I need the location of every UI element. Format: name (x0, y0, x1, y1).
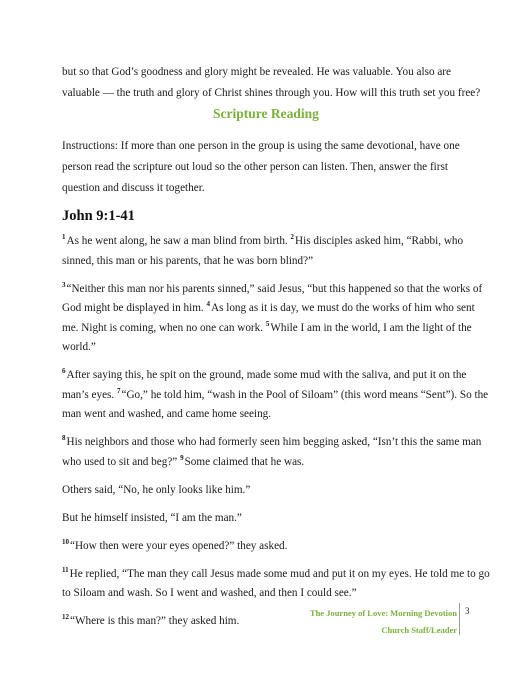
intro-paragraph: but so that God’s goodness and glory might be revealed. He was valuable. You also are valuable — the truth and glory of Christ shines through you. How will this truth set you free? (62, 66, 481, 99)
page-number: 3 (465, 606, 470, 616)
verse-text: He replied, “The man they call Jesus made some mud and put it on my eyes. He told me to go to Siloam and wash. So I went and washed, and then I could see.” (62, 567, 490, 599)
verse-text: Some claimed that he was. (184, 455, 305, 468)
verse-text: “Where is this man?” they asked him. (70, 615, 240, 627)
verse-number: 6 (62, 367, 66, 376)
scripture-passage (62, 232, 490, 640)
verse-number: 2 (290, 233, 295, 242)
footer-title (310, 605, 457, 639)
verse-number: 1 (62, 233, 66, 242)
verse-number: 12 (62, 613, 69, 622)
instructions-paragraph: Instructions: If more than one person in the group is using the same devotional, have one person read the scripture out loud so the other person can listen. Then, answer the first question and discuss it together. (62, 140, 460, 194)
verse-text: Others said, “No, he only looks like him.” (62, 483, 251, 496)
verse-number: 8 (62, 434, 66, 443)
footer-title-line1: The Journey of Love: Morning Devotion (309, 608, 457, 618)
verse-text: But he himself insisted, “I am the man.” (62, 511, 242, 524)
verse-number: 5 (265, 319, 270, 328)
verse-number: 3 (62, 280, 66, 289)
verse-text: While I am in the world, I am the light of the world.” (62, 321, 472, 353)
verse-text: “Go,” he told him, “wash in the Pool of Siloam” (this word means “Sent”). So the man went and washed, and came home seeing. (62, 388, 489, 420)
verse-paragraph (62, 481, 490, 501)
verse-text: His neighbors and those who had formerly seen him begging asked, “Isn’t this the same man who used to sit and beg?” (62, 436, 482, 468)
verse-text: “Neither this man nor his parents sinned,” said Jesus, “but this happened so that the works of God might be displayed in him. (62, 282, 483, 314)
verse-paragraph (62, 433, 490, 472)
verse-number: 7 (117, 386, 121, 395)
verse-text: As long as it is day, we must do the works of him who sent me. Night is coming, when no one can work. (62, 302, 475, 334)
verse-paragraph (62, 366, 490, 425)
verse-text: “How then were your eyes opened?” they asked. (70, 539, 288, 552)
verse-number: 11 (62, 565, 69, 574)
verse-text: As he went along, he saw a man blind from birth. (66, 235, 291, 247)
footer-divider (459, 603, 460, 635)
verse-paragraph (62, 280, 490, 358)
verse-paragraph (62, 537, 490, 557)
verse-paragraph (62, 509, 490, 529)
footer-title-line2: Church Staff/Leader (381, 625, 457, 635)
verse-text: His disciples asked him, “Rabbi, who sinned, this man or his parents, that he was born blind?” (62, 235, 464, 267)
section-heading: Scripture Reading (213, 106, 319, 121)
verse-number: 4 (206, 300, 210, 309)
verse-number: 9 (180, 453, 184, 462)
verse-text: After saying this, he spit on the ground, made some mud with the saliva, and put it on the man’s eyes. (62, 369, 467, 401)
verse-paragraph (62, 565, 490, 604)
verse-paragraph (62, 232, 490, 271)
scripture-reference: John 9:1-41 (62, 208, 135, 224)
verse-number: 10 (62, 537, 69, 546)
